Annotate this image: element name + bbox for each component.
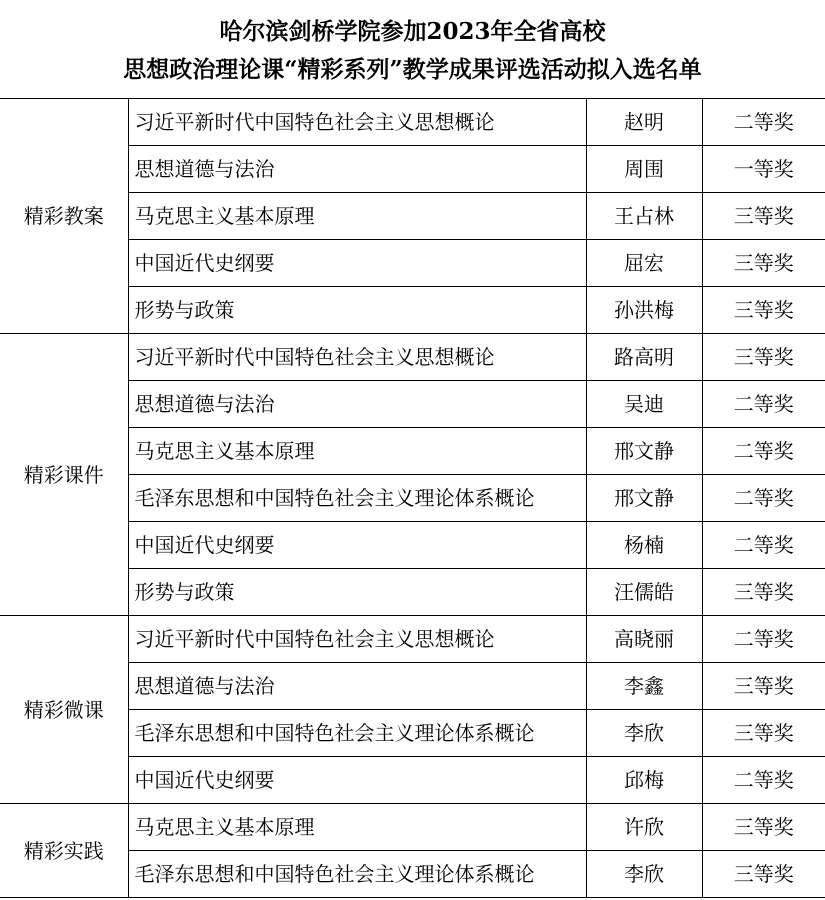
course-cell: 马克思主义基本原理 [128,428,586,475]
person-name-cell: 邢文静 [586,475,702,522]
course-cell: 习近平新时代中国特色社会主义思想概论 [128,616,586,663]
person-name-cell: 路高明 [586,334,702,381]
award-cell: 二等奖 [702,616,825,663]
course-cell: 毛泽东思想和中国特色社会主义理论体系概论 [128,710,586,757]
person-name-cell: 王占林 [586,193,702,240]
person-name-cell: 汪儒皓 [586,569,702,616]
person-name-cell: 杨楠 [586,522,702,569]
award-cell: 三等奖 [702,804,825,851]
person-name-cell: 孙洪梅 [586,287,702,334]
course-cell: 中国近代史纲要 [128,240,586,287]
category-cell: 精彩课件 [0,334,128,616]
table-row [0,334,825,381]
course-cell: 形势与政策 [128,287,586,334]
course-cell: 习近平新时代中国特色社会主义思想概论 [128,334,586,381]
course-cell: 思想道德与法治 [128,146,586,193]
award-cell: 二等奖 [702,522,825,569]
person-name-cell: 邱梅 [586,757,702,804]
award-cell: 二等奖 [702,381,825,428]
course-cell: 思想道德与法治 [128,381,586,428]
course-cell: 中国近代史纲要 [128,757,586,804]
award-cell: 三等奖 [702,710,825,757]
person-name-cell: 许欣 [586,804,702,851]
table-row [0,616,825,663]
award-cell: 三等奖 [702,334,825,381]
course-cell: 马克思主义基本原理 [128,193,586,240]
title-line-1: 哈尔滨剑桥学院参加2023年全省高校 [219,18,606,45]
award-cell: 二等奖 [702,99,825,146]
person-name-cell: 李欣 [586,710,702,757]
award-cell: 三等奖 [702,663,825,710]
category-cell: 精彩教案 [0,99,128,334]
person-name-cell: 赵明 [586,99,702,146]
award-cell: 三等奖 [702,240,825,287]
award-cell: 三等奖 [702,851,825,898]
course-cell: 思想道德与法治 [128,663,586,710]
award-table-body [0,99,825,898]
person-name-cell: 周围 [586,146,702,193]
award-cell: 二等奖 [702,757,825,804]
person-name-cell: 屈宏 [586,240,702,287]
table-row [0,804,825,851]
person-name-cell: 吴迪 [586,381,702,428]
person-name-cell: 邢文静 [586,428,702,475]
course-cell: 形势与政策 [128,569,586,616]
person-name-cell: 高晓丽 [586,616,702,663]
award-cell: 三等奖 [702,287,825,334]
table-row [0,99,825,146]
award-cell: 二等奖 [702,475,825,522]
course-cell: 毛泽东思想和中国特色社会主义理论体系概论 [128,475,586,522]
category-cell: 精彩实践 [0,804,128,898]
person-name-cell: 李鑫 [586,663,702,710]
person-name-cell: 李欣 [586,851,702,898]
award-cell: 二等奖 [702,428,825,475]
course-cell: 习近平新时代中国特色社会主义思想概论 [128,99,586,146]
award-cell: 三等奖 [702,193,825,240]
award-cell: 一等奖 [702,146,825,193]
document-title [0,0,825,98]
award-cell: 三等奖 [702,569,825,616]
course-cell: 马克思主义基本原理 [128,804,586,851]
course-cell: 毛泽东思想和中国特色社会主义理论体系概论 [128,851,586,898]
course-cell: 中国近代史纲要 [128,522,586,569]
category-cell: 精彩微课 [0,616,128,804]
award-table [0,98,825,898]
title-line-2: 思想政治理论课“精彩系列”教学成果评选活动拟入选名单 [123,56,702,83]
